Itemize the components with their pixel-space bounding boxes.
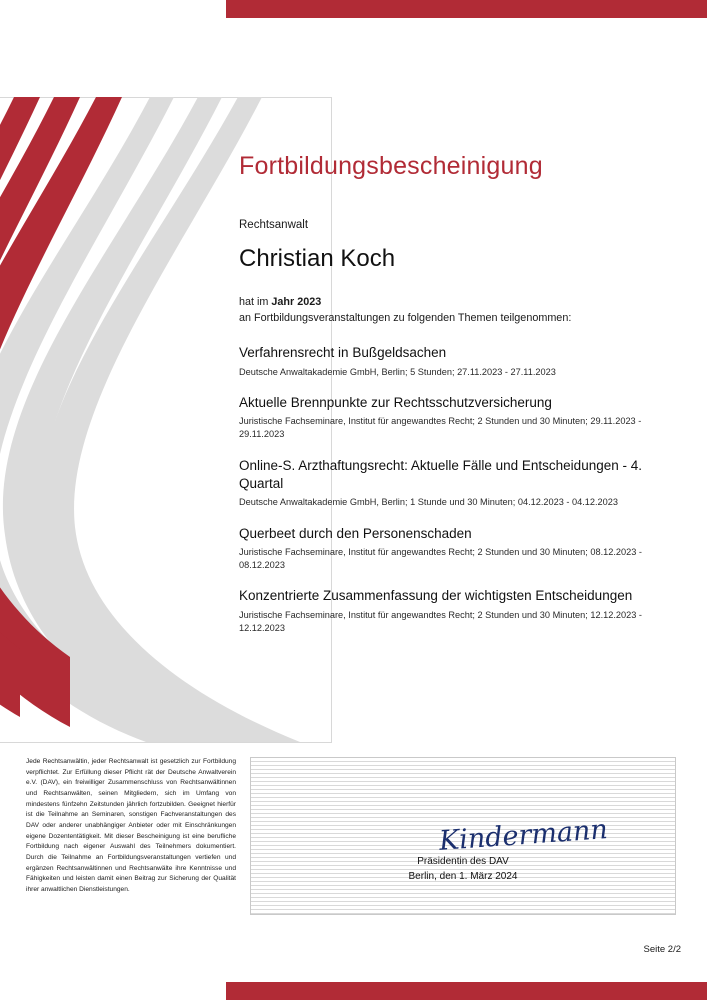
intro-year: Jahr 2023: [271, 296, 322, 308]
course-item: [239, 457, 669, 510]
course-title: Aktuelle Brennpunkte zur Rechtsschutzversicherung: [239, 394, 552, 410]
certificate-content: [239, 152, 669, 650]
course-meta: Deutsche Anwaltakademie GmbH, Berlin; 5 Stunden; 27.11.2023 - 27.11.2023: [239, 366, 556, 377]
course-item: [239, 344, 669, 379]
page-number: Seite 2/2: [643, 944, 681, 955]
course-title: Online-S. Arzthaftungsrecht: Aktuelle Fälle und Entscheidungen - 4. Quartal: [239, 457, 642, 491]
signer-info: [251, 854, 675, 884]
course-meta: Juristische Fachseminare, Institut für angewandtes Recht; 2 Stunden und 30 Minuten; 08.12.2023 - 08.12.2023: [239, 546, 642, 571]
intro-text: [239, 295, 669, 326]
course-meta: Deutsche Anwaltakademie GmbH, Berlin; 1 Stunde und 30 Minuten; 04.12.2023 - 04.12.2023: [239, 497, 618, 508]
legal-notice: Jede Rechtsanwältin, jeder Rechtsanwalt ist gesetzlich zur Fortbildung verpflichtet. Zur Erfüllung dieser Pflicht rät der Deutsche Anwaltverein e.V. (DAV), ein freiwilliger Zusammenschluss von Rechtsanwältinnen und Rechtsanwälten, seinen Mitgliedern, sich im Umfang von mindestens fünfzehn Zeitstunden jährlich fortzubilden. Geeignet hierfür ist die Teilnahme an Seminaren, sonstigen Fachveranstaltungen des DAV oder anderer unabhängiger Anbieter oder mit Einschränkungen eigene Dozententätigkeit. Mit dieser Bescheinigung ist eine berufliche Fortbildung nach eigener Auswahl des Teilnehmers dokumentiert. Durch die Teilnahme an Fortbildungsveranstaltungen vertiefen und ergänzen Rechtsanwältinnen und Rechtsanwälte ihre Kenntnisse und Fähigkeiten und leisten damit einen Beitrag zur Sicherung der Qualität ihrer anwaltlichen Dienstleistungen.: [26, 758, 236, 894]
recipient-role: Rechtsanwalt: [239, 219, 309, 231]
course-meta: Juristische Fachseminare, Institut für angewandtes Recht; 2 Stunden und 30 Minuten; 29.11.2023 - 29.11.2023: [239, 416, 642, 440]
course-item: [239, 394, 669, 442]
intro-suffix: an Fortbildungsveranstaltungen zu folgenden Themen teilgenommen:: [239, 311, 572, 324]
course-meta: Juristische Fachseminare, Institut für angewandtes Recht; 2 Stunden und 30 Minuten; 12.12.2023 - 12.12.2023: [239, 609, 642, 633]
course-title: Querbeet durch den Personenschaden: [239, 525, 472, 541]
footer-area: [26, 757, 681, 915]
top-accent-bar: [226, 0, 707, 18]
course-item: [239, 587, 669, 635]
signature-mark: Kindermann: [438, 814, 609, 857]
course-item: [239, 525, 669, 573]
page-title: Fortbildungsbescheinigung: [239, 152, 543, 180]
signer-place-date: Berlin, den 1. März 2024: [408, 871, 518, 882]
bottom-accent-bar: [226, 982, 707, 1000]
intro-prefix: hat im: [239, 296, 272, 308]
signer-title: Präsidentin des DAV: [417, 856, 509, 867]
course-title: Verfahrensrecht in Bußgeldsachen: [239, 345, 447, 361]
recipient-name: Christian Koch: [239, 245, 396, 272]
signature-box: [250, 757, 676, 915]
course-title: Konzentrierte Zusammenfassung der wichtigsten Entscheidungen: [239, 588, 633, 604]
